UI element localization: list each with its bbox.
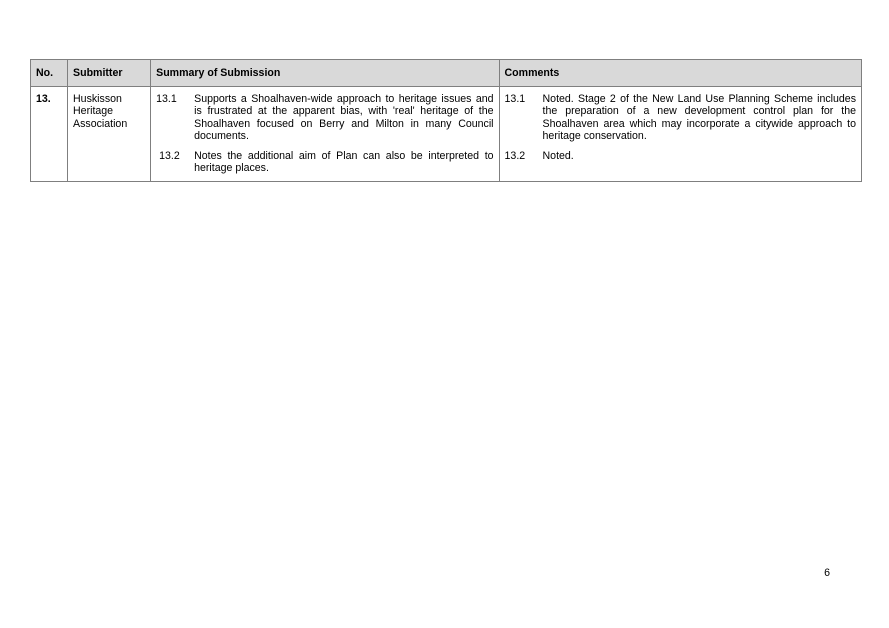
summary-item <box>156 150 493 175</box>
summary-item <box>156 93 493 143</box>
comment-item-number: 13.1 <box>504 92 526 105</box>
row-number: 13. <box>31 86 68 181</box>
summary-item-number: 13.1 <box>156 92 177 105</box>
comment-item <box>505 150 856 163</box>
header-no: No. <box>31 60 68 87</box>
header-comments: Comments <box>499 60 861 87</box>
header-summary: Summary of Submission <box>151 60 499 87</box>
comment-item-text: Noted. Stage 2 of the New Land Use Planning Scheme includes the preparation of a new development control plan for the Shoalhaven area which may incorporate a citywide approach to heritage conservation. <box>542 92 856 142</box>
table-row <box>31 86 862 181</box>
summary-item-number: 13.2 <box>159 149 180 162</box>
summary-item-text: Supports a Shoalhaven-wide approach to heritage issues and is frustrated at the apparent bias, with 'real' heritage of the Shoalhaven focused on Berry and Milton in many Council documents. <box>194 92 494 142</box>
submissions-table <box>30 59 862 182</box>
row-submitter: Huskisson Heritage Association <box>68 86 151 181</box>
header-submitter: Submitter <box>68 60 151 87</box>
comment-item-text: Noted. <box>542 149 574 162</box>
comment-item <box>505 93 856 143</box>
table-header-row <box>31 60 862 87</box>
row-summary <box>151 86 499 181</box>
comment-item-number: 13.2 <box>504 149 526 162</box>
page-number: 6 <box>824 567 830 579</box>
summary-item-text: Notes the additional aim of Plan can also be interpreted to heritage places. <box>194 149 494 174</box>
row-comments <box>499 86 861 181</box>
